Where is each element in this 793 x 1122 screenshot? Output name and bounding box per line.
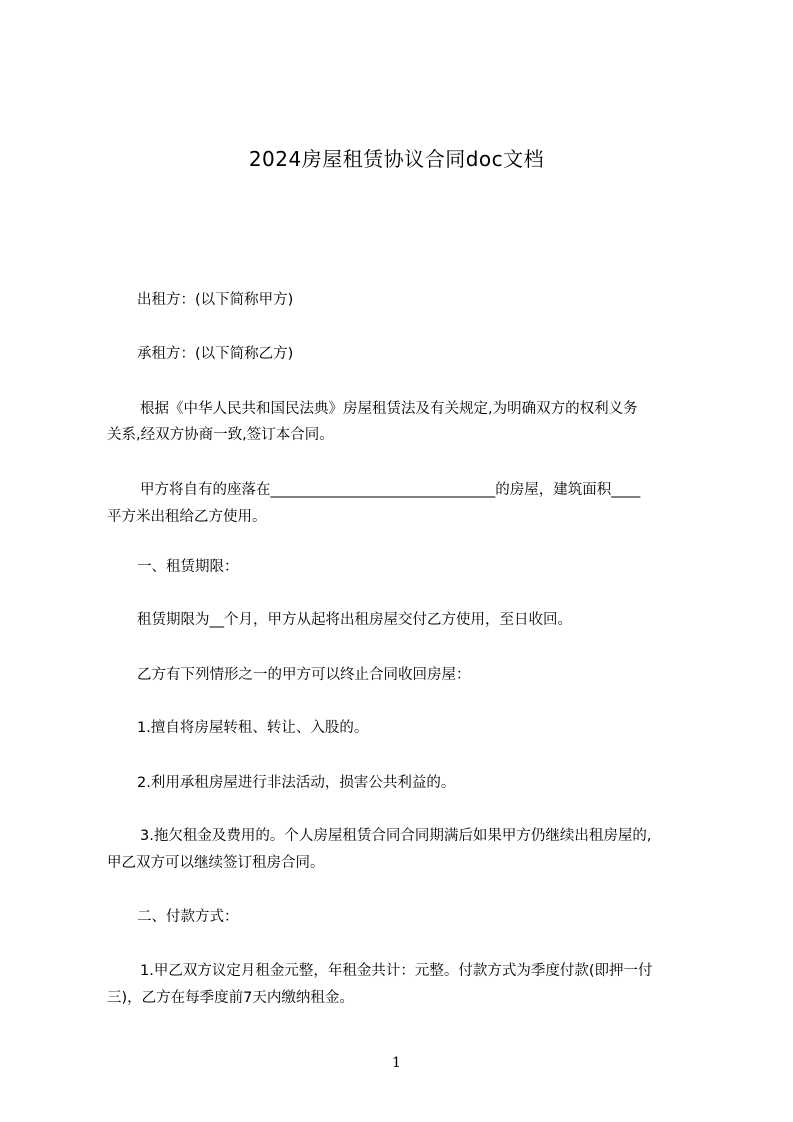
page-number: 1 (392, 1055, 401, 1071)
lessor-line: 出租方：(以下简称甲方) (137, 292, 294, 308)
section-heading-payment: 二、付款方式： (137, 909, 239, 925)
payment-paragraph-line1: 1.甲乙双方议定月租金元整，年租金共计：元整。付款方式为季度付款(即押一付 (140, 963, 653, 979)
document-title: 2024房屋租赁协议合同doc文档 (248, 147, 545, 171)
premises-paragraph-line2: 平方米出租给乙方使用。 (107, 509, 267, 525)
lessee-line: 承租方：(以下简称乙方) (137, 346, 294, 362)
intro-paragraph-line1: 根据《中华人民共和国民法典》房屋租赁法及有关规定,为明确双方的权利义务 (140, 401, 638, 417)
list-item-2: 2.利用承租房屋进行非法活动，损害公共利益的。 (137, 775, 456, 791)
lease-term-line: 租赁期限为__个月，甲方从起将出租房屋交付乙方使用，至日收回。 (137, 612, 572, 628)
payment-paragraph-line2: 三)，乙方在每季度前7天内缴纳租金。 (107, 990, 354, 1006)
termination-intro-line: 乙方有下列情形之一的甲方可以终止合同收回房屋： (137, 667, 471, 683)
intro-paragraph-line2: 关系,经双方协商一致,签订本合同。 (107, 427, 334, 443)
list-item-3-line1: 3.拖欠租金及费用的。个人房屋租赁合同合同期满后如果甲方仍继续出租房屋的, (140, 828, 652, 844)
section-heading-lease-term: 一、租赁期限： (137, 559, 239, 575)
premises-paragraph-line1: 甲方将自有的座落在_______________________________的房屋，建筑面积____ (140, 482, 641, 498)
list-item-3-line2: 甲乙双方可以继续签订租房合同。 (107, 855, 325, 871)
list-item-1: 1.擅自将房屋转租、转让、入股的。 (137, 720, 369, 736)
